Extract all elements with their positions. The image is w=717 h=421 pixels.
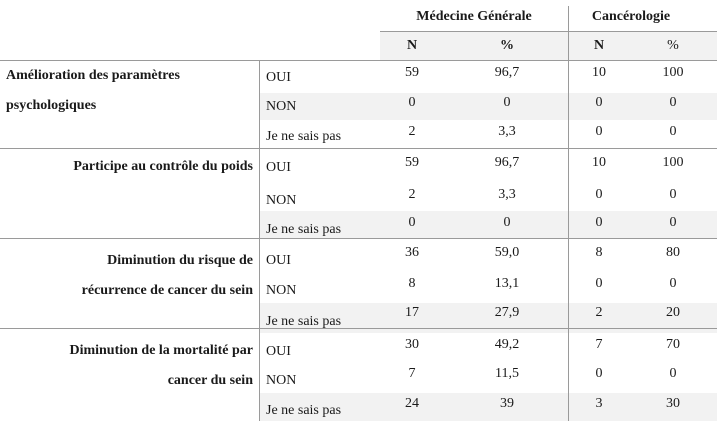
- rule: [0, 328, 717, 329]
- header-group-medecine: Médecine Générale: [416, 9, 532, 24]
- cell-ca-n: 8: [595, 245, 603, 260]
- cell-ca-pct: 30: [666, 396, 680, 411]
- row-label: psychologiques: [6, 98, 97, 113]
- rule: [0, 60, 717, 61]
- response-label: OUI: [266, 344, 291, 359]
- response-label: NON: [266, 99, 297, 114]
- cell-mg-n: 2: [408, 124, 416, 139]
- cell-mg-n: 36: [405, 245, 419, 260]
- cell-mg-pct: 0: [503, 215, 511, 230]
- cell-ca-n: 7: [595, 337, 603, 352]
- response-label: Je ne sais pas: [266, 129, 342, 144]
- response-label: Je ne sais pas: [266, 314, 342, 329]
- header-group-cancerologie: Cancérologie: [591, 9, 671, 24]
- cell-ca-n: 2: [595, 305, 603, 320]
- cell-mg-pct: 96,7: [494, 65, 520, 80]
- cell-mg-pct: 39: [500, 396, 514, 411]
- cell-mg-pct: 49,2: [494, 337, 520, 352]
- rule: [0, 238, 717, 239]
- cell-mg-pct: 59,0: [494, 245, 520, 260]
- cell-ca-n: 0: [595, 366, 603, 381]
- cell-mg-n: 59: [405, 65, 419, 80]
- rule: [0, 148, 717, 149]
- cell-mg-pct: 11,5: [495, 366, 519, 381]
- cell-ca-pct: 80: [666, 245, 680, 260]
- cell-mg-n: 8: [408, 276, 416, 291]
- row-label: Participe au contrôle du poids: [73, 159, 253, 174]
- response-label: Je ne sais pas: [266, 222, 342, 237]
- cell-mg-n: 2: [408, 187, 416, 202]
- cell-ca-n: 0: [595, 215, 603, 230]
- cell-ca-n: 0: [595, 276, 603, 291]
- response-label: OUI: [266, 70, 291, 85]
- row-label: cancer du sein: [167, 373, 253, 388]
- header-col-pct-ca: %: [667, 38, 679, 53]
- row-label: Amélioration des paramètres: [6, 68, 180, 83]
- cell-mg-pct: 0: [503, 95, 511, 110]
- response-label: NON: [266, 193, 297, 208]
- cell-mg-n: 24: [405, 396, 419, 411]
- response-label: NON: [266, 283, 297, 298]
- cell-mg-n: 17: [405, 305, 419, 320]
- row-label: Diminution de la mortalité par: [69, 343, 253, 358]
- cell-ca-pct: 0: [669, 187, 677, 202]
- response-label: OUI: [266, 253, 291, 268]
- header-col-n-ca: N: [593, 38, 605, 53]
- cell-ca-n: 0: [595, 124, 603, 139]
- cell-ca-pct: 100: [662, 65, 684, 80]
- row-label: récurrence de cancer du sein: [81, 283, 253, 298]
- row-label: Diminution du risque de: [107, 253, 253, 268]
- cell-ca-pct: 0: [669, 215, 677, 230]
- response-label: Je ne sais pas: [266, 403, 342, 418]
- cell-ca-n: 10: [592, 155, 606, 170]
- cell-mg-n: 7: [408, 366, 416, 381]
- cell-ca-pct: 0: [669, 124, 677, 139]
- column-rule: [259, 60, 260, 421]
- cell-ca-pct: 0: [669, 276, 677, 291]
- response-label: NON: [266, 373, 297, 388]
- cell-mg-pct: 27,9: [494, 305, 520, 320]
- cell-ca-pct: 70: [666, 337, 680, 352]
- header-col-pct-mg: %: [500, 38, 514, 53]
- cell-ca-pct: 0: [669, 95, 677, 110]
- cell-ca-pct: 0: [669, 366, 677, 381]
- cell-ca-n: 3: [595, 396, 603, 411]
- header-col-n-mg: N: [406, 38, 418, 53]
- cell-mg-n: 59: [405, 155, 419, 170]
- cell-mg-pct: 13,1: [494, 276, 520, 291]
- cell-mg-n: 0: [408, 215, 416, 230]
- cell-mg-pct: 3,3: [498, 187, 516, 202]
- cell-mg-pct: 96,7: [494, 155, 520, 170]
- cell-ca-n: 0: [595, 95, 603, 110]
- rule: [380, 31, 717, 32]
- cell-ca-n: 0: [595, 187, 603, 202]
- cell-mg-n: 30: [405, 337, 419, 352]
- cell-ca-n: 10: [592, 65, 606, 80]
- cell-ca-pct: 20: [666, 305, 680, 320]
- cell-mg-n: 0: [408, 95, 416, 110]
- cell-mg-pct: 3,3: [498, 124, 516, 139]
- cell-ca-pct: 100: [662, 155, 684, 170]
- response-label: OUI: [266, 160, 291, 175]
